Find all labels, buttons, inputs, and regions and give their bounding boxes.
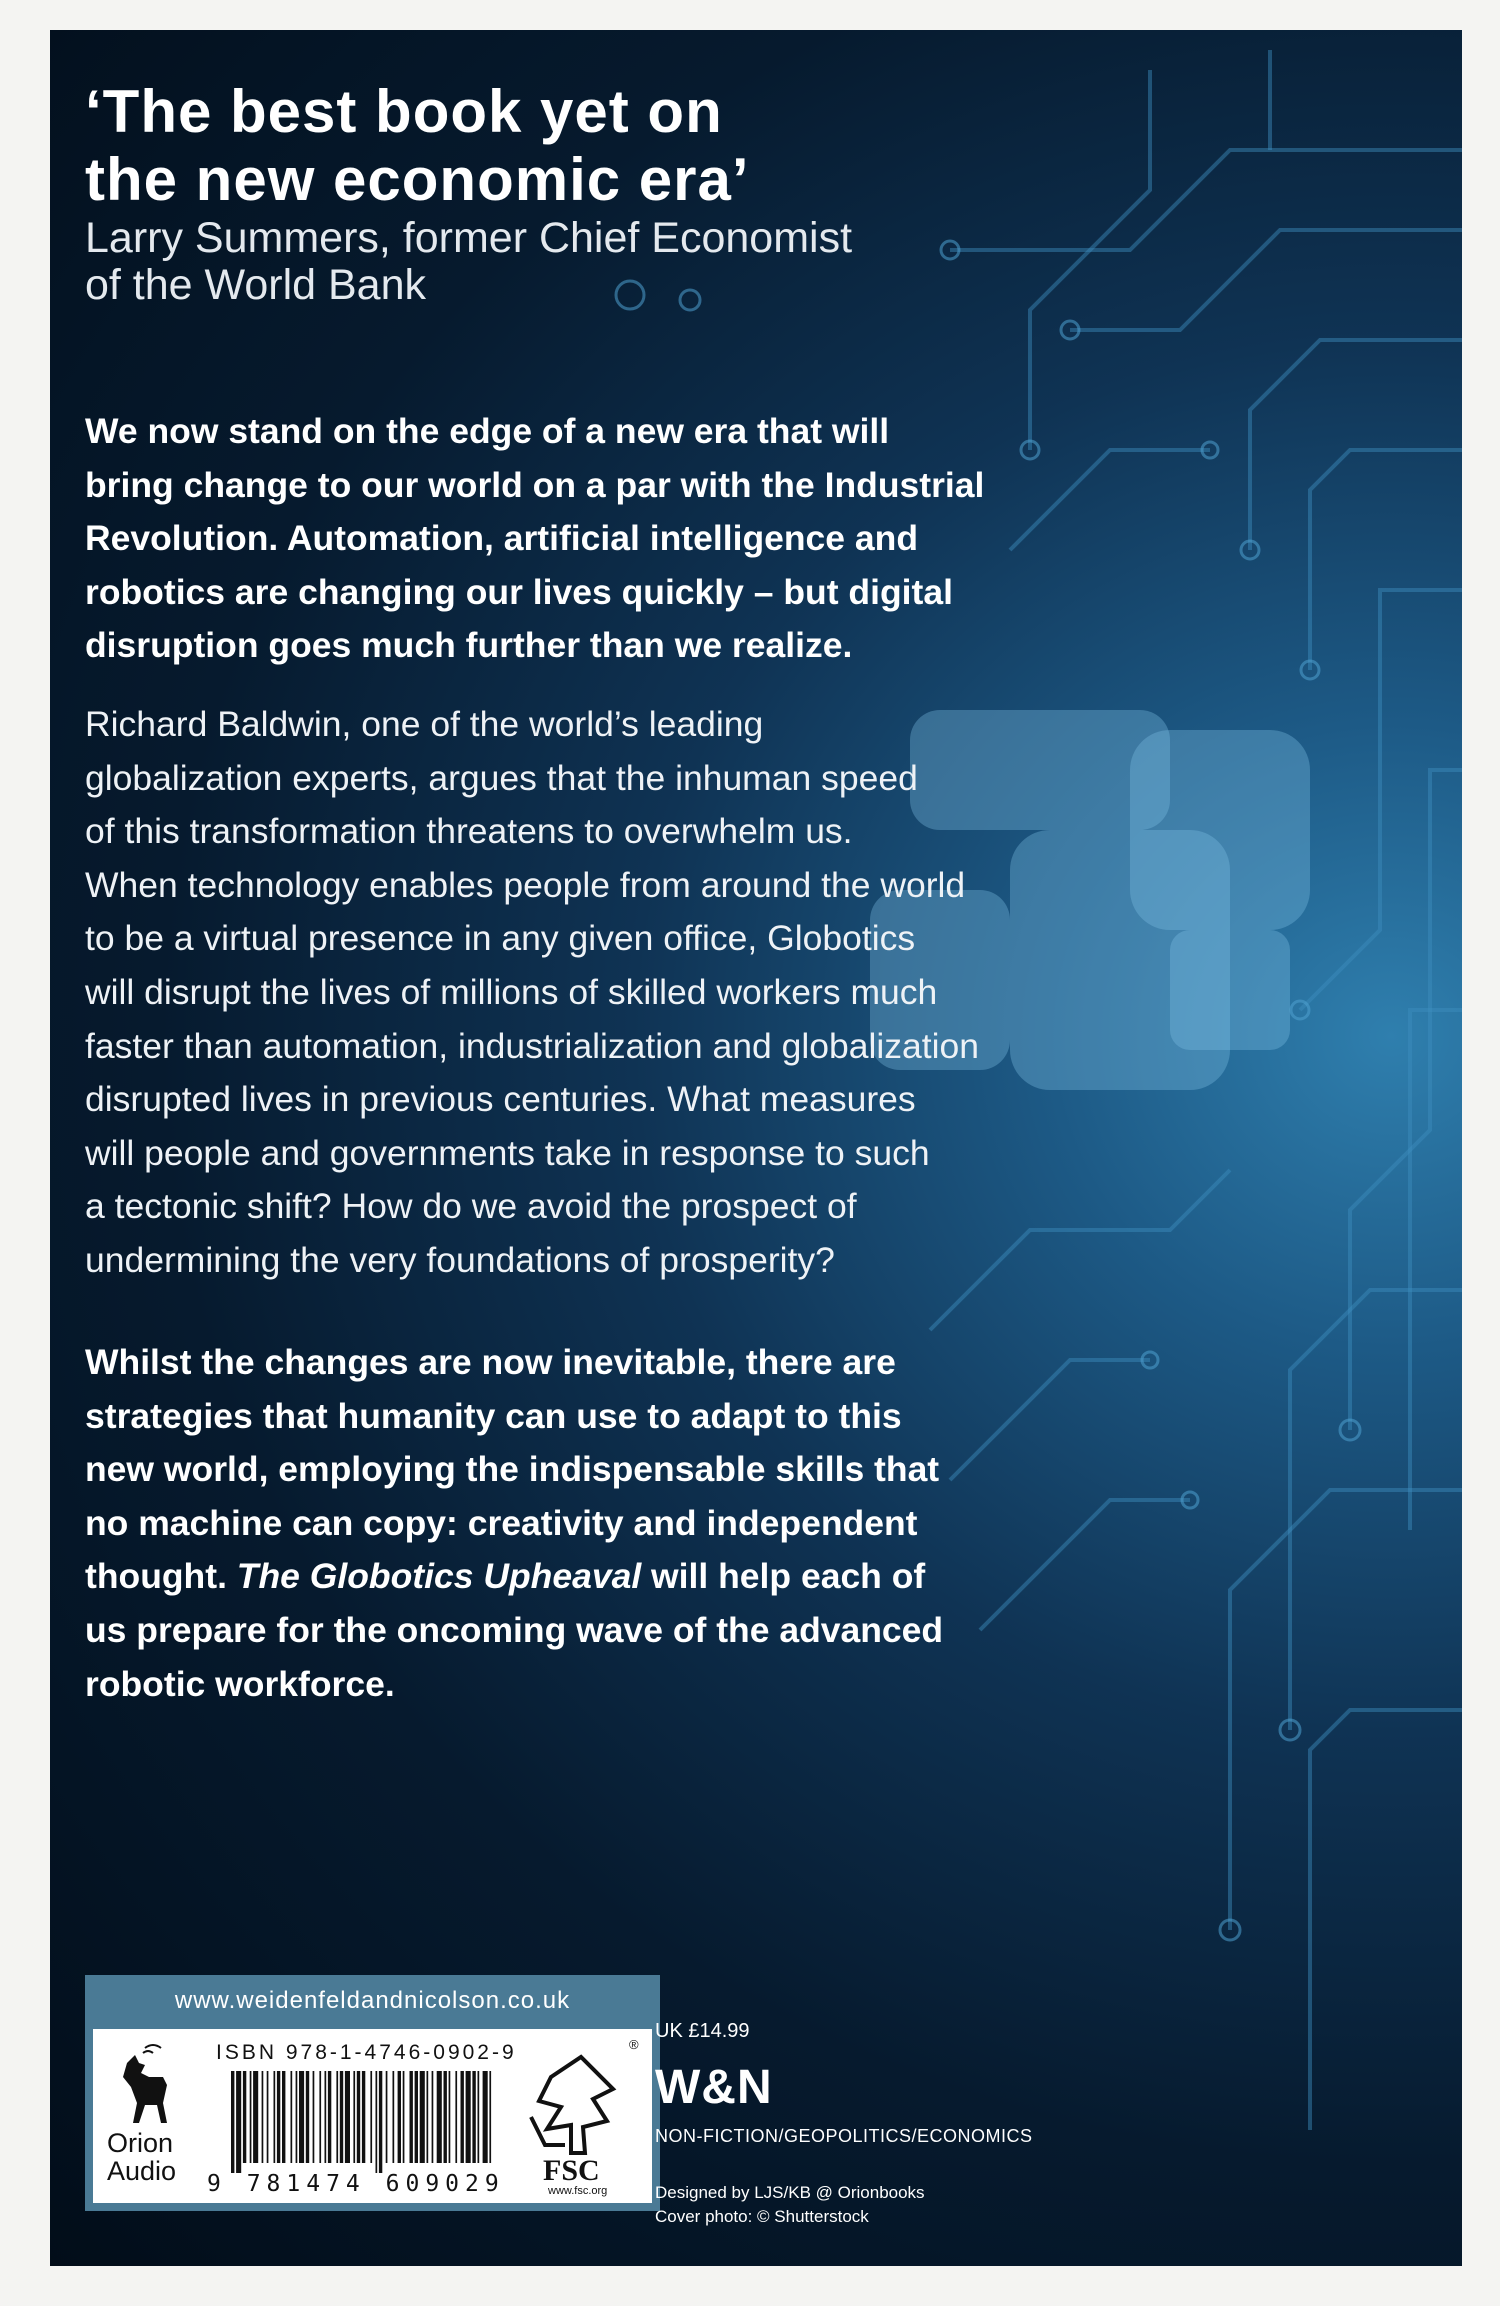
intro-paragraph	[85, 405, 1185, 673]
quote-line-1: ‘The best book yet on	[85, 78, 723, 145]
barcode-bar	[231, 2071, 234, 2173]
barcode-bar	[296, 2071, 298, 2163]
para3-line: robotic workforce.	[85, 1663, 395, 1704]
barcode-bar	[437, 2071, 442, 2163]
barcode-bar	[461, 2071, 464, 2163]
barcode-bar	[353, 2071, 355, 2163]
barcode-bar	[478, 2071, 480, 2163]
para1-line: Revolution. Automation, artificial intelligence and	[85, 518, 919, 559]
para1-line: robotics are changing our lives quickly – but digital	[85, 571, 953, 612]
barcode-bar	[466, 2071, 471, 2163]
para3-line: strategies that humanity can use to adapt to this	[85, 1395, 902, 1436]
barcode-bar	[393, 2071, 395, 2163]
para2-line: disrupted lives in previous centuries. What measures	[85, 1079, 916, 1120]
barcode-bar	[328, 2071, 331, 2163]
para2-line: When technology enables people from around the world	[85, 864, 966, 905]
barcode-bar	[282, 2071, 285, 2163]
barcode-bar	[306, 2071, 309, 2163]
para3-line: new world, employing the indispensable skills that	[85, 1449, 940, 1490]
orion-label: Orion	[107, 2128, 174, 2158]
publisher-footer-panel	[85, 1975, 660, 2211]
para2-line: Richard Baldwin, one of the world’s leading	[85, 704, 764, 744]
para2-line: will disrupt the lives of millions of skilled workers much	[85, 971, 938, 1012]
barcode-bar	[379, 2071, 382, 2173]
para3-line5-start: thought.	[85, 1556, 237, 1597]
para2-line: a tectonic shift? How do we avoid the prospect of	[85, 1186, 857, 1227]
barcode-bar	[483, 2071, 488, 2163]
para2-line: globalization experts, argues that the inhuman speed	[85, 757, 918, 798]
attribution-line-2: of the World Bank	[85, 261, 426, 309]
registered-mark: ®	[629, 2037, 639, 2052]
barcode-bar	[345, 2071, 350, 2163]
barcode-bar	[386, 2071, 388, 2163]
barcode-bar	[313, 2071, 315, 2163]
barcode-bar	[427, 2071, 429, 2163]
para1-line: disruption goes much further than we realize.	[85, 625, 853, 666]
barcode-bar	[336, 2071, 338, 2163]
orion-audio-label	[107, 2129, 176, 2185]
fsc-label: FSC	[543, 2154, 600, 2187]
barcode-bar	[376, 2071, 378, 2173]
para2-line: faster than automation, industrialization and globalization	[85, 1025, 979, 1066]
barcode-bar	[410, 2071, 413, 2163]
barcode-bar	[432, 2071, 434, 2163]
para2-line: to be a virtual presence in any given office, Globotics	[85, 918, 916, 959]
para2-line: undermining the very foundations of prosperity?	[85, 1239, 835, 1280]
barcode-bar	[277, 2071, 280, 2163]
para3-line	[85, 1550, 1185, 1604]
para3-line: no machine can copy: creativity and independent	[85, 1502, 918, 1543]
book-title: The Globotics Upheaval	[236, 1556, 642, 1597]
barcode-bar	[398, 2071, 401, 2163]
isbn-number: ISBN 978-1-4746-0902-9	[216, 2041, 517, 2064]
barcode-bar	[291, 2071, 293, 2163]
audio-label: Audio	[107, 2156, 177, 2186]
publisher-url[interactable]: www.weidenfeldandnicolson.co.uk	[174, 1987, 571, 2014]
category-label: NON-FICTION/GEOPOLITICS/ECONOMICS	[655, 2126, 1033, 2146]
barcode-bar	[243, 2071, 246, 2163]
barcode-icon	[231, 2071, 493, 2173]
para3-line5-end: will help each of	[641, 1556, 926, 1597]
review-quote	[85, 78, 1085, 214]
barcode-bar	[299, 2071, 304, 2163]
barcode-bar	[415, 2071, 418, 2163]
barcode-bar	[253, 2071, 258, 2163]
barcode-bar	[472, 2071, 475, 2163]
barcode-bar	[370, 2071, 372, 2163]
designer-credit: Designed by LJS/KB @ Orionbooks	[655, 2183, 925, 2202]
barcode-bar	[444, 2071, 447, 2163]
barcode-bar	[420, 2071, 425, 2163]
barcode-bar	[274, 2071, 276, 2163]
barcode-bar	[403, 2071, 405, 2163]
closing-paragraph	[85, 1336, 1185, 1711]
para3-line: us prepare for the oncoming wave of the advanced	[85, 1609, 944, 1650]
photo-credit: Cover photo: © Shutterstock	[655, 2207, 869, 2226]
fsc-url[interactable]: www.fsc.org	[548, 2185, 608, 2197]
para2-line: will people and governments take in response to such	[85, 1132, 930, 1173]
back-cover	[50, 30, 1462, 2266]
barcode-bar	[262, 2071, 264, 2163]
para3-line: Whilst the changes are now inevitable, there are	[85, 1342, 896, 1382]
barcode-bar	[267, 2071, 269, 2163]
barcode-bar	[455, 2071, 457, 2163]
author-paragraph	[85, 698, 1185, 1288]
para1-line: We now stand on the edge of a new era that will	[85, 411, 890, 451]
publisher-logo: W&N	[655, 2061, 773, 2114]
barcode-bar	[362, 2071, 365, 2163]
barcode-bar	[340, 2071, 343, 2163]
quote-attribution	[85, 215, 1085, 309]
barcode-digits: 9 781474 609029	[207, 2171, 505, 2197]
barcode-bar	[489, 2071, 491, 2163]
barcode-bar	[449, 2071, 451, 2163]
orion-dog-logo-icon	[105, 2043, 175, 2133]
barcode-bar	[250, 2071, 252, 2163]
barcode-bar	[357, 2071, 360, 2163]
attribution-line-1: Larry Summers, former Chief Economist	[85, 214, 853, 262]
barcode-bar	[236, 2071, 241, 2173]
barcode-bar	[319, 2071, 321, 2163]
price-label: UK £14.99	[655, 2020, 750, 2042]
para1-line: bring change to our world on a par with the Industrial	[85, 464, 985, 505]
quote-line-2: the new economic era’	[85, 146, 750, 213]
barcode-bar	[325, 2071, 327, 2163]
barcode-box	[93, 2029, 652, 2203]
para2-line: of this transformation threatens to overwhelm us.	[85, 811, 853, 852]
